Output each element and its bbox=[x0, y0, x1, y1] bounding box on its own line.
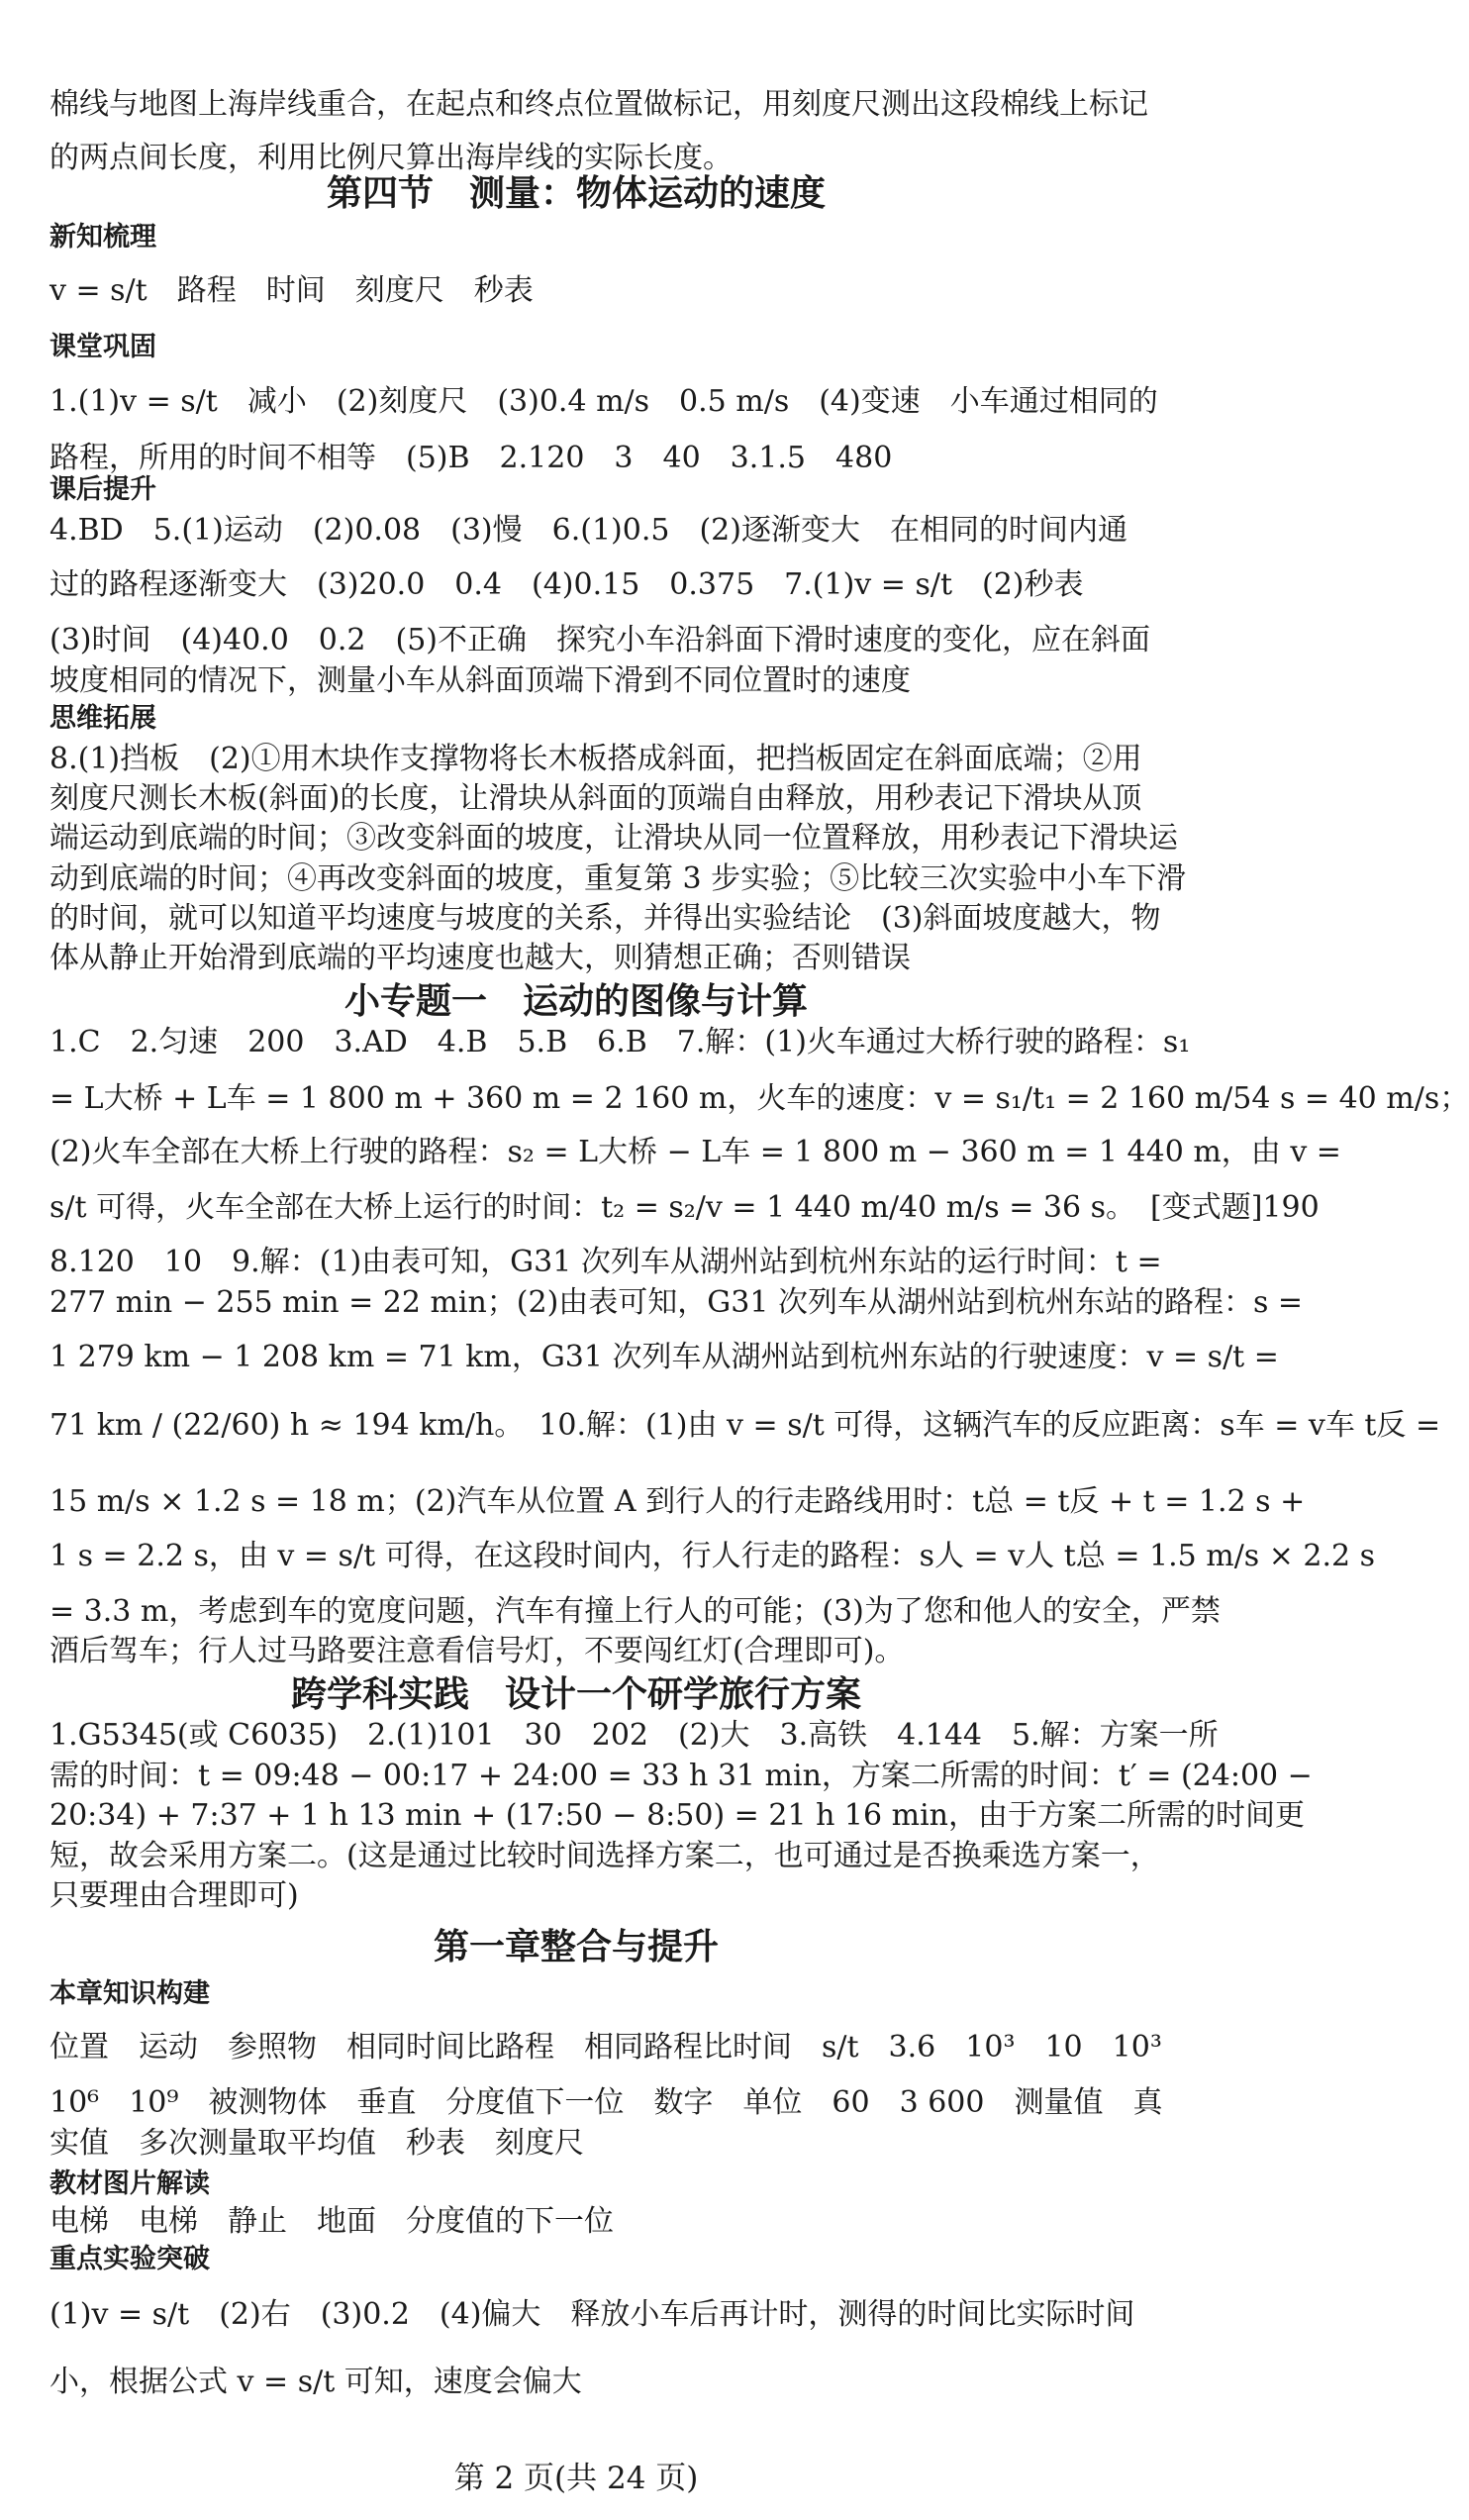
new-knowledge-line: v = s/t 路程 时间 刻度尺 秒表 bbox=[49, 273, 534, 308]
practice-line-3: 20:34) + 7:37 + 1 h 13 min + (17:50 − 8:50) = 21 h 16 min，由于方案二所需的时间更 bbox=[49, 1798, 1305, 1833]
section-title-chapter-review: 第一章整合与提升 bbox=[433, 1927, 719, 1967]
thinking-line-1: 8.(1)挡板 (2)①用木块作支撑物将长木板搭成斜面，把挡板固定在斜面底端；②用 bbox=[49, 742, 1142, 776]
structure-line-3: 实值 多次测量取平均值 秒表 刻度尺 bbox=[49, 2126, 584, 2161]
topic1-line-8: 71 km / (22/60) h ≈ 194 km/h。 10.解：(1)由 v = s/t 可得，这辆汽车的反应距离：s车 = v车 t反 = bbox=[49, 1408, 1441, 1443]
structure-line-1: 位置 运动 参照物 相同时间比路程 相同路程比时间 s/t 3.6 10³ 10 10³ bbox=[49, 2030, 1162, 2065]
intro-line-1: 棉线与地图上海岸线重合，在起点和终点位置做标记，用刻度尺测出这段棉线上标记 bbox=[49, 87, 1148, 122]
page-number-footer: 第 2 页(共 24 页) bbox=[453, 2461, 699, 2496]
subheading-classroom: 课堂巩固 bbox=[49, 332, 156, 362]
subheading-knowledge-structure: 本章知识构建 bbox=[49, 1978, 210, 2009]
experiment-line-1: (1)v = s/t (2)右 (3)0.2 (4)偏大 释放小车后再计时，测得的时间比实际时间 bbox=[49, 2297, 1135, 2332]
topic1-line-6: 277 min − 255 min = 22 min；(2)由表可知，G31 次列车从湖州站到杭州东站的路程：s = bbox=[49, 1285, 1304, 1320]
topic1-line-2: = L大桥 + L车 = 1 800 m + 360 m = 2 160 m，火车的速度：v = s₁/t₁ = 2 160 m/54 s = 40 m/s； bbox=[49, 1081, 1469, 1116]
practice-line-4: 短，故会采用方案二。(这是通过比较时间选择方案二，也可通过是否换乘选方案一， bbox=[49, 1839, 1160, 1873]
topic1-line-3: (2)火车全部在大桥上行驶的路程：s₂ = L大桥 − L车 = 1 800 m − 360 m = 1 440 m，由 v = bbox=[49, 1135, 1341, 1169]
after-class-line-1: 4.BD 5.(1)运动 (2)0.08 (3)慢 6.(1)0.5 (2)逐渐变大 在相同的时间内通 bbox=[49, 513, 1127, 548]
subheading-figure-reading: 教材图片解读 bbox=[49, 2168, 210, 2199]
thinking-line-6: 体从静止开始滑到底端的平均速度也越大，则猜想正确；否则错误 bbox=[49, 941, 911, 975]
thinking-line-3: 端运动到底端的时间；③改变斜面的坡度，让滑块从同一位置释放，用秒表记下滑块运 bbox=[49, 821, 1178, 856]
subheading-thinking: 思维拓展 bbox=[49, 703, 156, 734]
section-title-practice: 跨学科实践 设计一个研学旅行方案 bbox=[290, 1674, 861, 1715]
figure-reading-line: 电梯 电梯 静止 地面 分度值的下一位 bbox=[49, 2204, 614, 2239]
section-title-4: 第四节 测量：物体运动的速度 bbox=[326, 173, 826, 214]
subheading-new-knowledge: 新知梳理 bbox=[49, 222, 156, 252]
practice-line-5: 只要理由合理即可) bbox=[49, 1878, 299, 1913]
topic1-line-10: 1 s = 2.2 s，由 v = s/t 可得，在这段时间内，行人行走的路程：s人 = v人 t总 = 1.5 m/s × 2.2 s bbox=[49, 1539, 1376, 1573]
topic1-line-9: 15 m/s × 1.2 s = 18 m；(2)汽车从位置 A 到行人的行走路线用时：t总 = t反 + t = 1.2 s + bbox=[49, 1484, 1306, 1519]
topic1-line-7: 1 279 km − 1 208 km = 71 km，G31 次列车从湖州站到杭州东站的行驶速度：v = s/t = bbox=[49, 1340, 1279, 1374]
subheading-after-class: 课后提升 bbox=[49, 474, 156, 505]
topic1-line-1: 1.C 2.匀速 200 3.AD 4.B 5.B 6.B 7.解：(1)火车通过大桥行驶的路程：s₁ bbox=[49, 1025, 1191, 1059]
thinking-line-4: 动到底端的时间；④再改变斜面的坡度，重复第 3 步实验；⑤比较三次实验中小车下滑 bbox=[49, 861, 1187, 896]
section-title-topic-1: 小专题一 运动的图像与计算 bbox=[343, 981, 808, 1022]
subheading-experiment: 重点实验突破 bbox=[49, 2244, 210, 2274]
after-class-line-3: (3)时间 (4)40.0 0.2 (5)不正确 探究小车沿斜面下滑时速度的变化，应在斜面 bbox=[49, 623, 1150, 657]
topic1-line-4: s/t 可得，火车全部在大桥上运行的时间：t₂ = s₂/v = 1 440 m/40 m/s = 36 s。 [变式题]190 bbox=[49, 1190, 1320, 1225]
classroom-line-1: 1.(1)v = s/t 减小 (2)刻度尺 (3)0.4 m/s 0.5 m/s (4)变速 小车通过相同的 bbox=[49, 384, 1158, 419]
thinking-line-5: 的时间，就可以知道平均速度与坡度的关系，并得出实验结论 (3)斜面坡度越大，物 bbox=[49, 901, 1161, 936]
topic1-line-11: = 3.3 m，考虑到车的宽度问题，汽车有撞上行人的可能；(3)为了您和他人的安全，严禁 bbox=[49, 1594, 1221, 1629]
topic1-line-5: 8.120 10 9.解：(1)由表可知，G31 次列车从湖州站到杭州东站的运行时间：t = bbox=[49, 1245, 1162, 1279]
thinking-line-2: 刻度尺测长木板(斜面)的长度，让滑块从斜面的顶端自由释放，用秒表记下滑块从顶 bbox=[49, 781, 1142, 816]
classroom-line-2: 路程，所用的时间不相等 (5)B 2.120 3 40 3.1.5 480 bbox=[49, 441, 893, 475]
after-class-line-2: 过的路程逐渐变大 (3)20.0 0.4 (4)0.15 0.375 7.(1)v = s/t (2)秒表 bbox=[49, 567, 1084, 602]
practice-line-1: 1.G5345(或 C6035) 2.(1)101 30 202 (2)大 3.高铁 4.144 5.解：方案一所 bbox=[49, 1718, 1219, 1753]
intro-line-2: 的两点间长度，利用比例尺算出海岸线的实际长度。 bbox=[49, 141, 733, 175]
topic1-line-12: 酒后驾车；行人过马路要注意看信号灯，不要闯红灯(合理即可)。 bbox=[49, 1634, 905, 1668]
structure-line-2: 10⁶ 10⁹ 被测物体 垂直 分度值下一位 数字 单位 60 3 600 测量值 真 bbox=[49, 2085, 1163, 2120]
after-class-line-4: 坡度相同的情况下，测量小车从斜面顶端下滑到不同位置时的速度 bbox=[49, 663, 911, 698]
answer-page bbox=[49, 0, 1469, 2520]
practice-line-2: 需的时间：t = 09:48 − 00:17 + 24:00 = 33 h 31 min，方案二所需的时间：t′ = (24:00 − bbox=[49, 1759, 1313, 1793]
experiment-line-2: 小，根据公式 v = s/t 可知，速度会偏大 bbox=[49, 2365, 582, 2399]
